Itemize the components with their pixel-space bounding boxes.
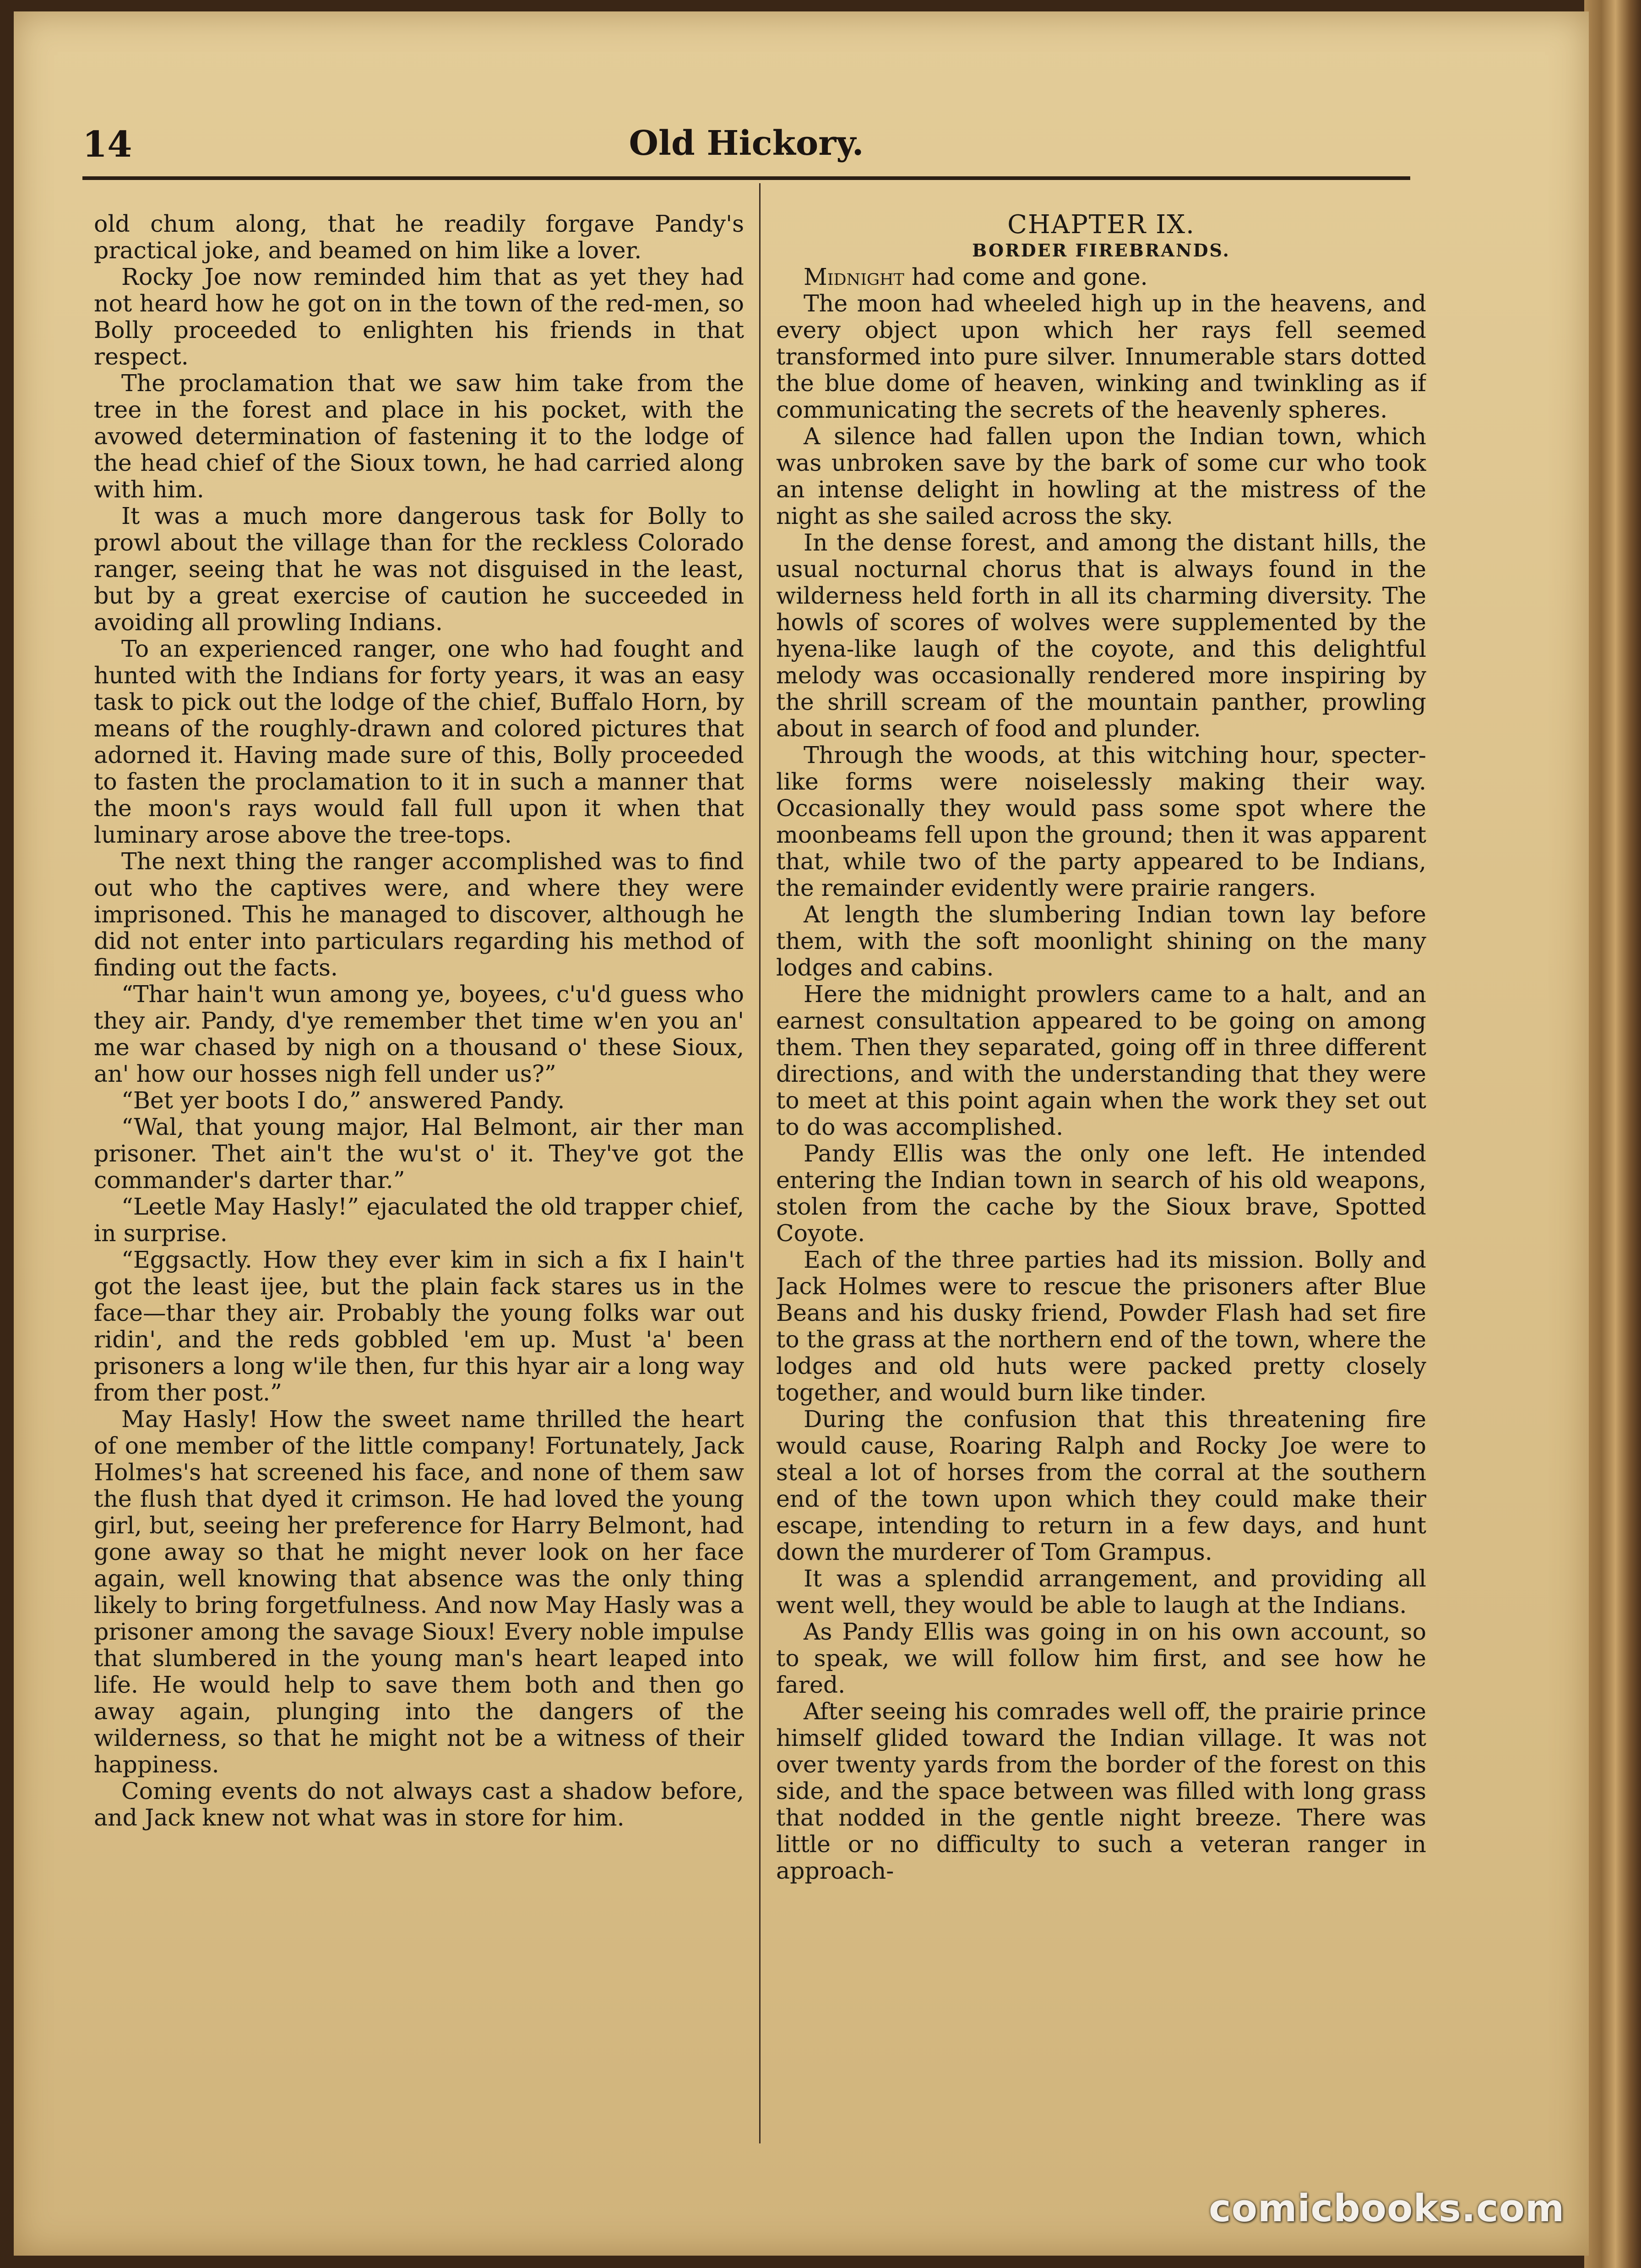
paragraph: Pandy Ellis was the only one left. He intended entering the Indian town in search of his old weapons, stolen from the cache by the Sioux brave, Spotted Coyote. — [776, 1140, 1426, 1247]
paragraph: Coming events do not always cast a shadow before, and Jack knew not what was in store for him. — [94, 1777, 744, 1831]
running-title: Old Hickory. — [629, 124, 864, 163]
paragraph: Rocky Joe now reminded him that as yet they had not heard how he got on in the town of the red-men, so Bolly proceeded to enlighten his friends in that respect. — [94, 263, 744, 370]
paragraph: To an experienced ranger, one who had fought and hunted with the Indians for forty years, it was an easy task to pick out the lodge of the chief, Buffalo Horn, by means of the roughly-drawn and colored pictures that adorned it. Having made sure of this, Bolly proceeded to fasten the proclamation to it in such a manner that the moon's rays would fall full upon it when that luminary arose above the tree-tops. — [94, 635, 744, 848]
right-column — [776, 211, 1426, 2148]
page-edges — [1584, 0, 1641, 2268]
paragraph: At length the slumbering Indian town lay before them, with the soft moonlight shining on the many lodges and cabins. — [776, 901, 1426, 981]
opening-word: Midnight — [804, 263, 904, 290]
paragraph: Each of the three parties had its mission. Bolly and Jack Holmes were to rescue the prisoners after Blue Beans and his dusky friend, Powder Flash had set fire to the grass at the northern end of the town, where the lodges and old huts were packed pretty closely together, and would burn like tinder. — [776, 1246, 1426, 1406]
paragraph: old chum along, that he readily forgave Pandy's practical joke, and beamed on him like a lover. — [94, 211, 744, 264]
paragraph: “Bet yer boots I do,” answered Pandy. — [121, 1087, 565, 1114]
paragraph: May Hasly! How the sweet name thrilled the heart of one member of the little company! Fortunately, Jack Holmes's hat screened his face, and none of them saw the flush that dyed it crimson. He had loved the young girl, but, seeing her preference for Harry Belmont, had gone away so that he might never look on her face again, well knowing that absence was the only thing likely to bring forgetfulness. And now May Hasly was a prisoner among the savage Sioux! Every noble impulse that slumbered in the young man's heart leaped into life. He would help to save them both and then go away again, plunging into the dangers of the wilderness, so that he might not be a witness of their happiness. — [94, 1406, 744, 1778]
paragraph: “Leetle May Hasly!” ejaculated the old trapper chief, in surprise. — [94, 1193, 744, 1247]
chapter-opening-paragraph — [776, 264, 1426, 290]
watermark: comicbooks.com — [1209, 2187, 1565, 2230]
chapter-title: CHAPTER IX. — [1007, 211, 1195, 240]
paragraph: The proclamation that we saw him take from the tree in the forest and place in his pocket, with the avowed determination of fastening it to the lodge of the head chief of the Sioux town, he had carried along with him. — [94, 370, 744, 503]
paragraph: The next thing the ranger accomplished was to find out who the captives were, and where they were imprisoned. This he managed to discover, although he did not enter into particulars regarding his method of finding out the facts. — [94, 848, 744, 981]
page-header — [82, 124, 1410, 174]
paragraph: The moon had wheeled high up in the heavens, and every object upon which her rays fell seemed transformed into pure silver. Innumerable stars dotted the blue dome of heaven, winking and twinkling as if communicating the secrets of the heavenly spheres. — [776, 290, 1426, 423]
paragraph: After seeing his comrades well off, the prairie prince himself glided toward the Indian village. It was not over twenty yards from the border of the forest on this side, and the space between was filled with long grass that nodded in the gentle night breeze. There was little or no difficulty to such a veteran ranger in approach- — [776, 1698, 1426, 1884]
paragraph: “Thar hain't wun among ye, boyees, c'u'd guess who they air. Pandy, d'ye remember thet time w'en you an' me war chased by nigh on a thousand o' these Sioux, an' how our hosses nigh fell under us?” — [94, 981, 744, 1087]
paragraph: During the confusion that this threatening fire would cause, Roaring Ralph and Rocky Joe were to steal a lot of horses from the corral at the southern end of the town upon which they could make their escape, intending to return in a few days, and hunt down the murderer of Tom Grampus. — [776, 1406, 1426, 1565]
paragraph: In the dense forest, and among the distant hills, the usual nocturnal chorus that is always found in the wilderness held forth in all its charming diversity. The howls of scores of wolves were supplemented by the hyena-like laugh of the coyote, and this delightful melody was occasionally rendered more inspiring by the shrill scream of the mountain panther, prowling about in search of food and plunder. — [776, 529, 1426, 742]
paragraph: As Pandy Ellis was going in on his own account, so to speak, we will follow him first, and see how he fared. — [776, 1618, 1426, 1698]
paragraph: Through the woods, at this witching hour, specter-like forms were noiselessly making their way. Occasionally they would pass some spot where the moonbeams fell upon the ground; then it was apparent that, while two of the party appeared to be Indians, the remainder evidently were prairie rangers. — [776, 741, 1426, 901]
paragraph: “Wal, that young major, Hal Belmont, air ther man prisoner. Thet ain't the wu'st o' it. They've got the commander's darter thar.” — [94, 1113, 744, 1194]
header-rule — [82, 176, 1410, 180]
paragraph: Here the midnight prowlers came to a halt, and an earnest consultation appeared to be going on among them. Then they separated, going off in three different directions, and with the understanding that they were to meet at this point again when the work they set out to do was accomplished. — [776, 981, 1426, 1140]
paragraph: It was a splendid arrangement, and providing all went well, they would be able to laugh at the Indians. — [776, 1565, 1426, 1619]
column-divider — [759, 183, 761, 2143]
chapter-subtitle: BORDER FIREBRANDS. — [972, 240, 1230, 261]
paragraph: “Eggsactly. How they ever kim in sich a fix I hain't got the least ijee, but the plain fack stares us in the face—thar they air. Probably the young folks war out ridin', and the reds gobbled 'em up. Must 'a' been prisoners a long w'ile then, fur this hyar air a long way from ther post.” — [94, 1246, 744, 1406]
paragraph: A silence had fallen upon the Indian town, which was unbroken save by the bark of some cur who took an intense delight in howling at the mistress of the night as she sailed across the sky. — [776, 423, 1426, 529]
opening-text: had come and gone. — [904, 263, 1148, 290]
paragraph: It was a much more dangerous task for Bolly to prowl about the village than for the reckless Colorado ranger, seeing that he was not disguised in the least, but by a great exercise of caution he succeeded in avoiding all prowling Indians. — [94, 502, 744, 636]
left-column — [94, 211, 744, 2148]
page-number: 14 — [82, 124, 132, 165]
